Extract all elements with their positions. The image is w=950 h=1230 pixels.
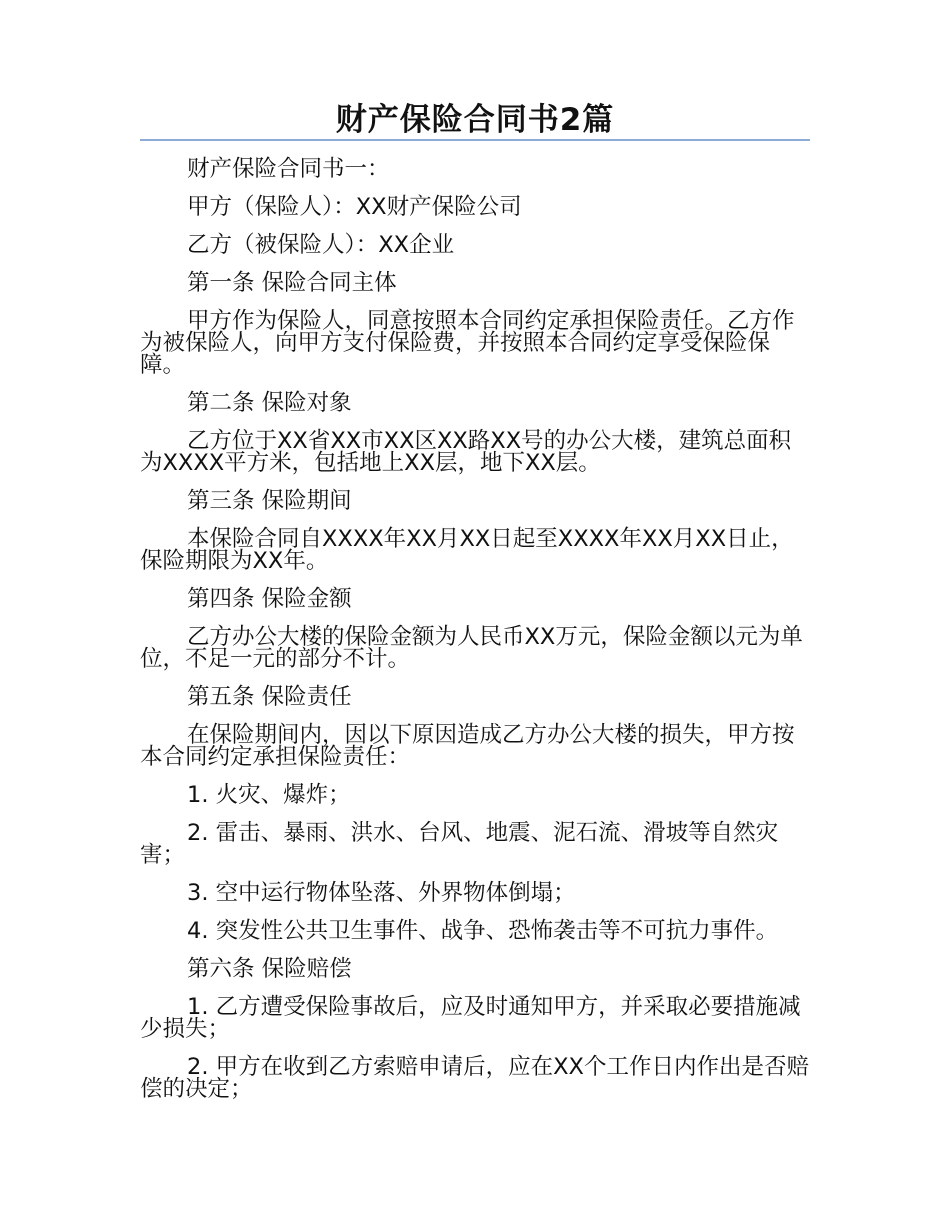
article-3-body: 本保险合同自XXXX年XX月XX日起至XXXX年XX月XX日止，保险期限为XX年。 xyxy=(140,526,794,574)
article-1-heading: 第一条 保险合同主体 xyxy=(187,270,397,296)
article-5-heading: 第五条 保险责任 xyxy=(187,684,352,710)
article-4-heading: 第四条 保险金额 xyxy=(187,586,352,612)
title-underline xyxy=(140,139,810,141)
document-title: 财产保险合同书2篇 xyxy=(335,102,615,138)
article-6-item-1: 1. 乙方遭受保险事故后，应及时通知甲方，并采取必要措施减少损失； xyxy=(140,994,801,1042)
paragraph-party-b: 乙方（被保险人）：XX企业 xyxy=(187,232,455,258)
article-5-item-4: 4. 突发性公共卫生事件、战争、恐怖袭击等不可抗力事件。 xyxy=(187,918,779,944)
article-6-item-2: 2. 甲方在收到乙方索赔申请后，应在XX个工作日内作出是否赔偿的决定； xyxy=(140,1054,809,1102)
paragraph-party-a: 甲方（保险人）：XX财产保险公司 xyxy=(187,194,522,220)
article-6-heading: 第六条 保险赔偿 xyxy=(187,956,352,982)
article-3-heading: 第三条 保险期间 xyxy=(187,488,352,514)
article-4-body: 乙方办公大楼的保险金额为人民币XX万元，保险金额以元为单位，不足一元的部分不计。 xyxy=(140,624,803,672)
paragraph-contract-heading: 财产保险合同书一： xyxy=(187,156,390,182)
article-5-item-1: 1. 火灾、爆炸； xyxy=(187,782,351,808)
article-1-body: 甲方作为保险人，同意按照本合同约定承担保险责任。乙方作为被保险人，向甲方支付保险费，并按照本合同约定享受保险保障。 xyxy=(140,308,795,378)
article-5-item-2: 2. 雷击、暴雨、洪水、台风、地震、泥石流、滑坡等自然灾害； xyxy=(140,820,779,868)
article-2-heading: 第二条 保险对象 xyxy=(187,390,352,416)
article-2-body: 乙方位于XX省XX市XX区XX路XX号的办公大楼，建筑总面积为XXXX平方米，包括地上XX层，地下XX层。 xyxy=(140,428,792,476)
article-5-item-3: 3. 空中运行物体坠落、外界物体倒塌； xyxy=(187,880,576,906)
document-body xyxy=(140,158,810,1116)
article-5-body: 在保险期间内，因以下原因造成乙方办公大楼的损失，甲方按本合同约定承担保险责任： xyxy=(140,722,795,770)
